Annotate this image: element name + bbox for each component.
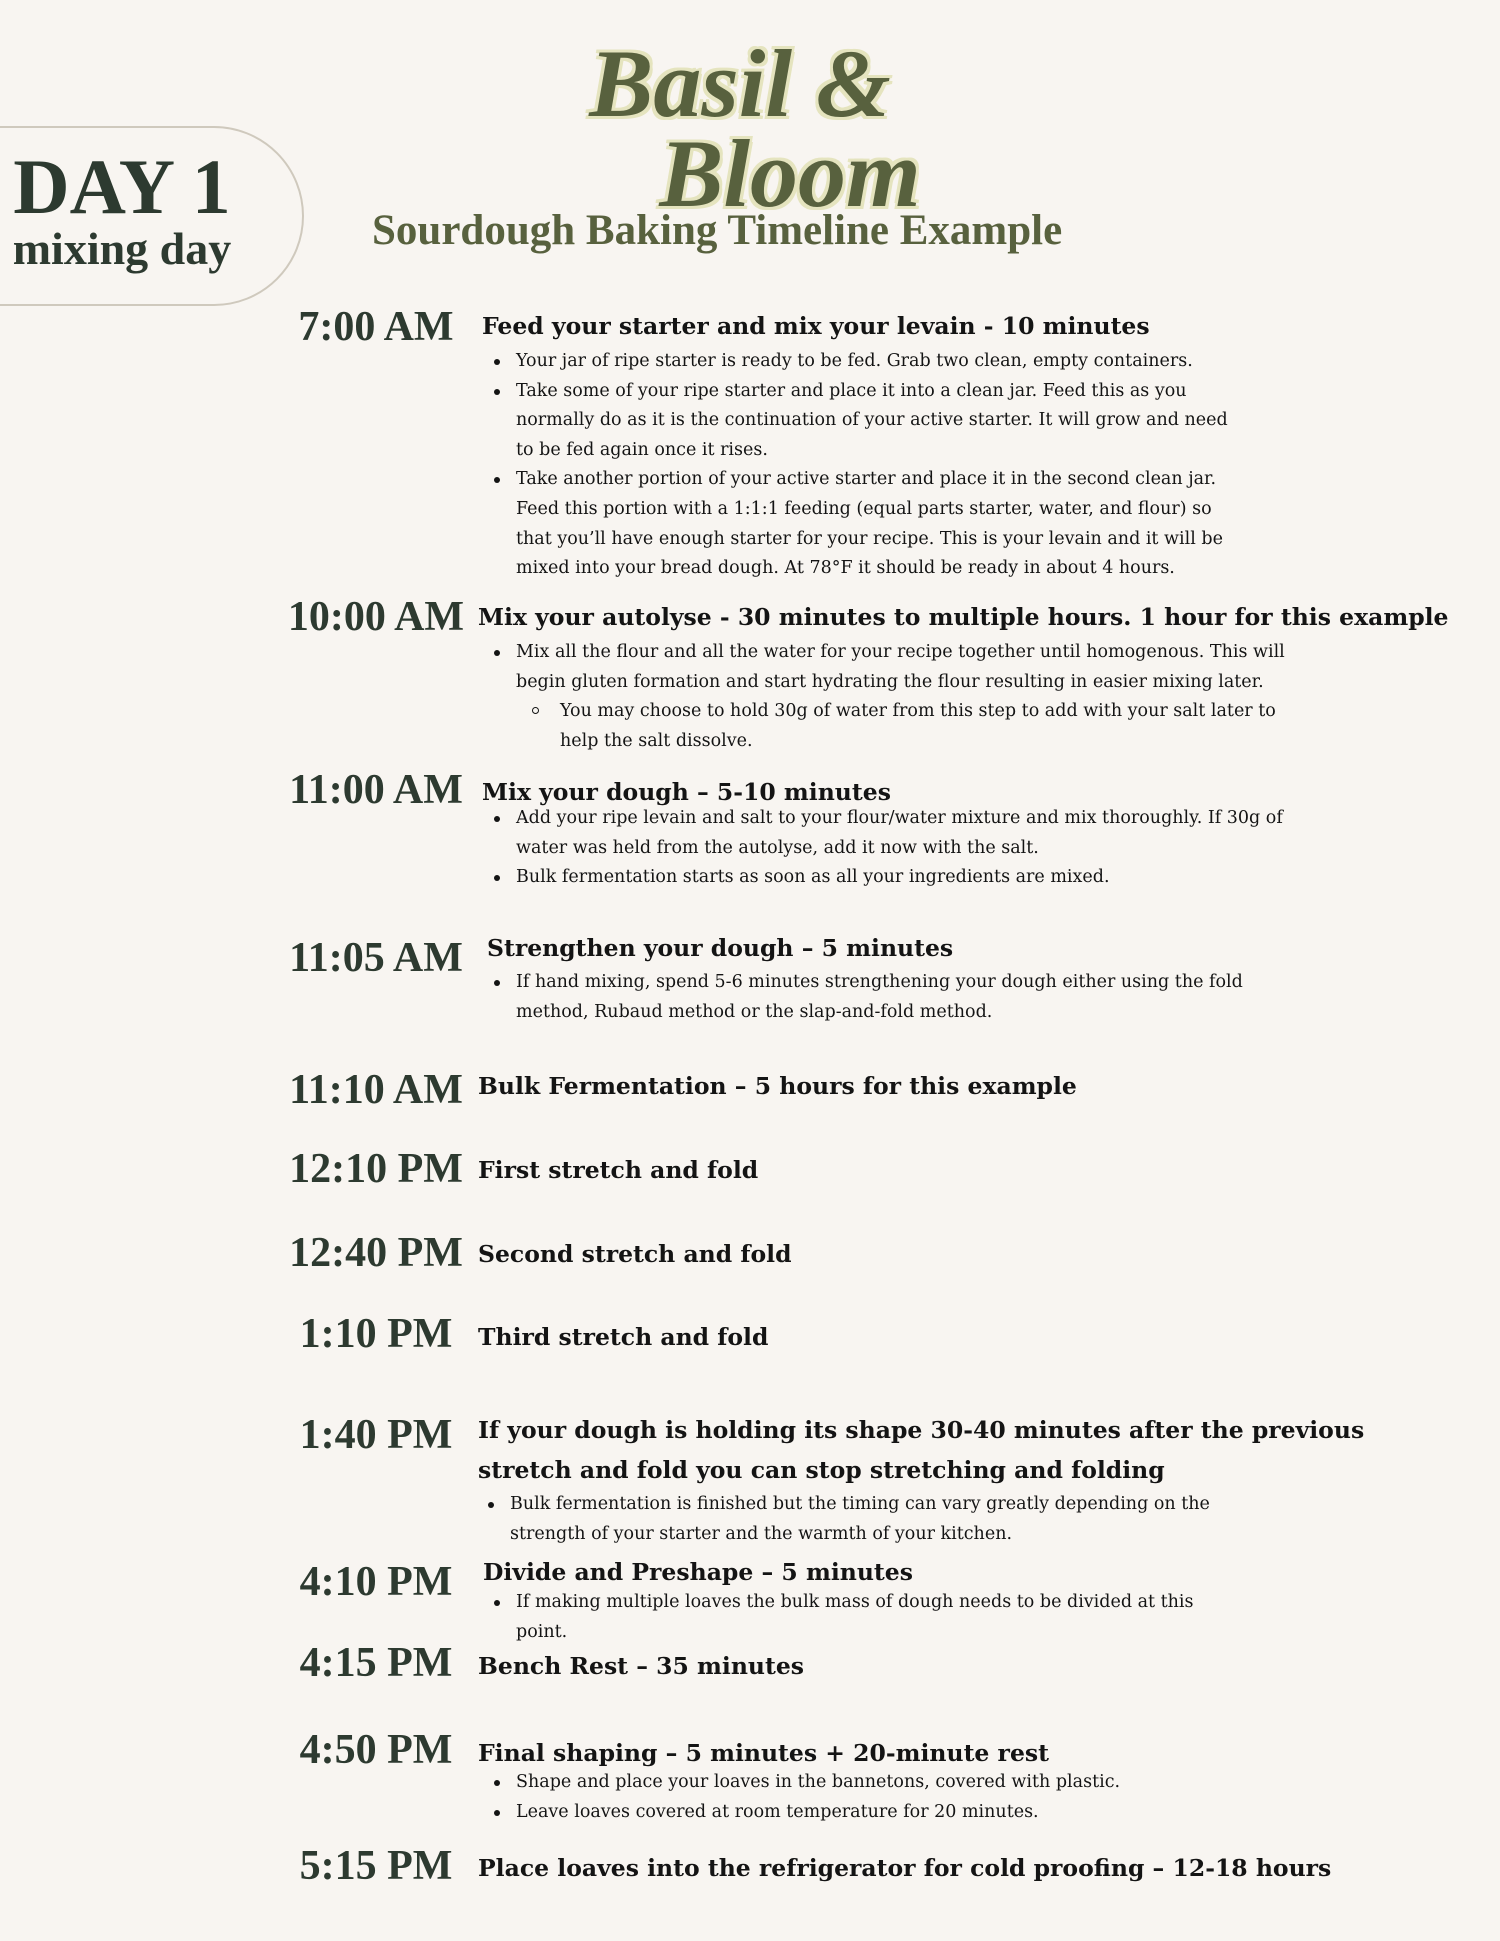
- entry-heading: First stretch and fold: [478, 1156, 759, 1184]
- bullet-item: Take another portion of your active starter and place it in the second clean jar. Feed this portion with a 1:1:1 feeding (equal parts starter, water, and flour) so that you’ll have enough starter for your recipe. This is your levain and it will be mixed into your bread dough. At 78°F it should be ready in about 4 hours.: [488, 465, 1243, 583]
- entry-time: 12:40 PM: [289, 1230, 463, 1276]
- entry-time: 1:10 PM: [299, 1311, 453, 1357]
- entry-bullets: [488, 638, 1288, 756]
- entry-heading: Mix your autolyse - 30 minutes to multiple hours. 1 hour for this example: [478, 603, 1449, 631]
- sub-bullets: [516, 697, 1288, 756]
- bullet-item: Your jar of ripe starter is ready to be fed. Grab two clean, empty containers.: [488, 347, 1243, 377]
- bullet-item: Bulk fermentation starts as soon as all your ingredients are mixed.: [488, 863, 1298, 893]
- entry-bullets: [488, 804, 1298, 893]
- entry-heading: Bench Rest – 35 minutes: [478, 1652, 805, 1680]
- bullet-item: Shape and place your loaves in the bannetons, covered with plastic.: [488, 1768, 1268, 1798]
- entry-time: 11:05 AM: [289, 935, 463, 981]
- entry-heading: Bulk Fermentation – 5 hours for this example: [478, 1072, 1077, 1100]
- bullet-item: Bulk fermentation is finished but the timing can vary greatly depending on the strength of your starter and the warmth of your kitchen.: [482, 1490, 1242, 1549]
- day-subtitle: mixing day: [12, 223, 232, 274]
- entry-heading: Second stretch and fold: [478, 1240, 792, 1268]
- sub-bullet-item: You may choose to hold 30g of water from this step to add with your salt later to help the salt dissolve.: [524, 697, 1288, 756]
- bullet-item: If making multiple loaves the bulk mass of dough needs to be divided at this point.: [488, 1588, 1208, 1647]
- brand-logo-line1: Basil &: [589, 30, 891, 137]
- entry-time: 4:50 PM: [299, 1727, 453, 1773]
- entry-heading: Divide and Preshape – 5 minutes: [483, 1558, 913, 1586]
- entry-time: 10:00 AM: [287, 594, 465, 640]
- bullet-item: [488, 638, 1288, 756]
- bullet-item: Take some of your ripe starter and place it into a clean jar. Feed this as you normally do as it is the continuation of your active starter. It will grow and need to be fed again once it rises.: [488, 377, 1243, 466]
- entry-bullets: [488, 347, 1243, 584]
- bullet-text: Mix all the flour and all the water for your recipe together until homogenous. This will begin gluten formation and start hydrating the flour resulting in easier mixing later.: [516, 642, 1285, 692]
- entry-time: 5:15 PM: [299, 1843, 453, 1889]
- entry-heading: If your dough is holding its shape 30-40 minutes after the previous stretch and fold you can stop stretching and folding: [478, 1416, 1365, 1484]
- entry-time: 11:10 AM: [289, 1067, 463, 1113]
- brand-logo-line2: Bloom: [659, 120, 921, 227]
- entry-bullets: [488, 1768, 1268, 1827]
- entry-time: 12:10 PM: [289, 1146, 463, 1192]
- entry-time: 4:15 PM: [299, 1640, 453, 1686]
- brand-logo: [560, 30, 960, 227]
- page-subtitle: Sourdough Baking Timeline Example: [372, 207, 1063, 254]
- day-title: DAY 1: [13, 143, 231, 230]
- bullet-item: Leave loaves covered at room temperature for 20 minutes.: [488, 1798, 1268, 1828]
- bullet-item: If hand mixing, spend 5-6 minutes strengthening your dough either using the fold method, Rubaud method or the slap-and-fold method.: [488, 968, 1268, 1027]
- entry-heading: Mix your dough – 5-10 minutes: [482, 778, 891, 806]
- entry-heading: Third stretch and fold: [478, 1323, 769, 1351]
- entry-bullets: [482, 1490, 1242, 1549]
- entry-time: 4:10 PM: [299, 1559, 453, 1605]
- entry-time: 1:40 PM: [299, 1412, 453, 1458]
- bullet-item: Add your ripe levain and salt to your flour/water mixture and mix thoroughly. If 30g of water was held from the autolyse, add it now with the salt.: [488, 804, 1298, 863]
- entry-heading: Final shaping – 5 minutes + 20-minute rest: [478, 1739, 1049, 1767]
- entry-time: 11:00 AM: [289, 767, 463, 813]
- entry-bullets: [488, 968, 1268, 1027]
- entry-time: 7:00 AM: [298, 304, 454, 350]
- entry-heading: Place loaves into the refrigerator for cold proofing – 12-18 hours: [478, 1854, 1332, 1882]
- entry-heading: Strengthen your dough – 5 minutes: [487, 934, 954, 962]
- entry-heading: Feed your starter and mix your levain - 10 minutes: [482, 312, 1150, 340]
- entry-bullets: [488, 1588, 1208, 1647]
